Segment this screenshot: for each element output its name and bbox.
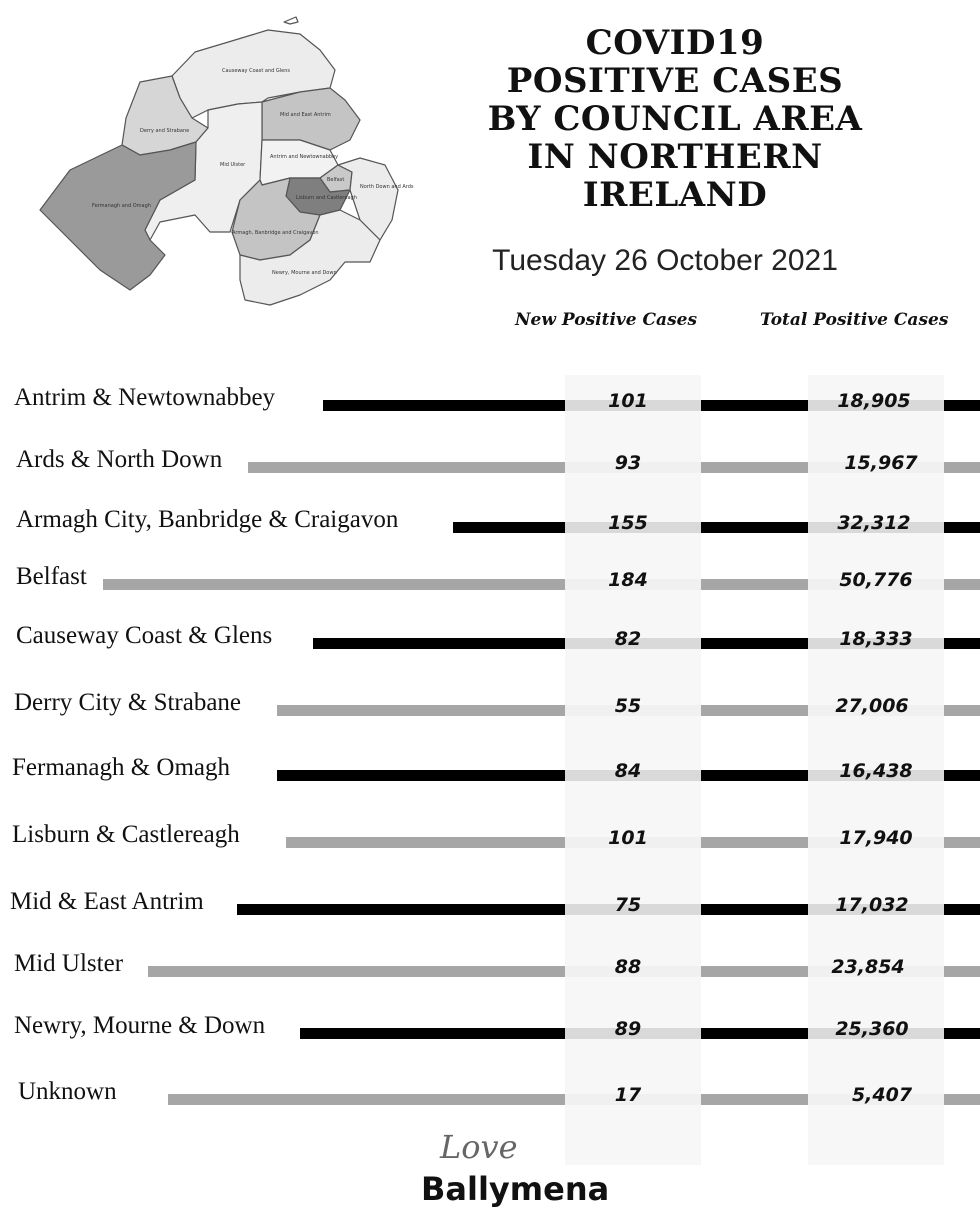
row-bar-left	[453, 522, 565, 533]
table-row	[0, 1072, 980, 1112]
total-cases-value: 17,940	[839, 827, 913, 849]
new-cases-value: 17	[614, 1084, 642, 1106]
council-name: Fermanagh & Omagh	[12, 754, 231, 781]
row-bar-left	[323, 400, 565, 411]
map-label-fermanagh: Fermanagh and Omagh	[92, 203, 151, 209]
row-bar-middle	[701, 400, 808, 411]
row-bar-left	[237, 904, 565, 915]
row-bar-right	[944, 400, 980, 411]
logo-name: Ballymena	[421, 1170, 610, 1208]
new-cases-value: 88	[614, 956, 642, 978]
table-row	[0, 440, 980, 480]
title-line: POSITIVE CASES	[506, 61, 844, 101]
new-cases-value: 84	[614, 760, 642, 782]
love-ballymena-logo	[418, 1128, 618, 1218]
row-bar-middle	[701, 522, 808, 533]
council-name: Antrim & Newtownabbey	[14, 384, 276, 411]
table-row	[0, 1006, 980, 1046]
table-row	[0, 557, 980, 597]
council-name: Causeway Coast & Glens	[16, 622, 273, 649]
row-bar-middle	[701, 705, 808, 716]
row-bar-middle	[701, 770, 808, 781]
row-bar-left	[148, 966, 565, 977]
table-row	[0, 500, 980, 540]
row-bar-right	[944, 462, 980, 473]
council-name: Belfast	[16, 563, 87, 590]
council-name: Mid Ulster	[14, 950, 124, 977]
title-line: IRELAND	[582, 175, 768, 215]
row-bar-right	[944, 1094, 980, 1105]
council-name: Unknown	[18, 1078, 117, 1105]
row-bar-left	[300, 1028, 565, 1039]
total-cases-value: 27,006	[835, 695, 909, 717]
row-bar-right	[944, 966, 980, 977]
total-cases-value: 18,333	[839, 628, 913, 650]
title-line: IN NORTHERN	[527, 137, 823, 177]
row-bar-right	[944, 638, 980, 649]
table-row	[0, 683, 980, 723]
total-cases-value: 15,967	[844, 452, 918, 474]
table-row	[0, 748, 980, 788]
map-label-armagh: Armagh, Banbridge and Craigavon	[232, 230, 319, 236]
council-name: Ards & North Down	[16, 446, 223, 473]
new-cases-header: New Positive Cases	[515, 310, 698, 330]
row-bar-middle	[701, 837, 808, 848]
new-cases-value: 89	[614, 1018, 642, 1040]
row-bar-left	[248, 462, 565, 473]
map-label-lisburn: Lisburn and Castlereagh	[296, 195, 357, 201]
row-bar-middle	[701, 638, 808, 649]
table-row	[0, 378, 980, 418]
row-bar-left	[277, 770, 565, 781]
row-bar-middle	[701, 462, 808, 473]
new-cases-value: 55	[614, 695, 642, 717]
row-bar-right	[944, 522, 980, 533]
map-label-mid-east-antrim: Mid and East Antrim	[280, 112, 331, 118]
total-cases-value: 5,407	[851, 1084, 913, 1106]
total-cases-value: 18,905	[837, 390, 911, 412]
title-line: COVID19	[585, 23, 765, 63]
map-label-causeway: Causeway Coast and Glens	[222, 68, 290, 74]
map-label-belfast: Belfast	[327, 177, 345, 183]
total-cases-value: 17,032	[835, 894, 909, 916]
total-cases-value: 25,360	[835, 1018, 909, 1040]
row-bar-right	[944, 579, 980, 590]
new-cases-value: 93	[614, 452, 642, 474]
row-bar-left	[313, 638, 565, 649]
row-bar-right	[944, 770, 980, 781]
total-cases-value: 23,854	[831, 956, 905, 978]
total-cases-value: 16,438	[839, 760, 913, 782]
title-line: BY COUNCIL AREA	[487, 99, 863, 139]
map-label-derry: Derry and Strabane	[140, 128, 190, 134]
page-title	[460, 24, 890, 214]
map-label-mid-ulster: Mid Ulster	[220, 162, 246, 168]
row-bar-right	[944, 705, 980, 716]
map-label-north-down: North Down and Ards	[360, 184, 414, 190]
council-name: Mid & East Antrim	[10, 888, 204, 915]
row-bar-middle	[701, 579, 808, 590]
row-bar-middle	[701, 966, 808, 977]
new-cases-value: 184	[608, 569, 648, 591]
row-bar-right	[944, 904, 980, 915]
row-bar-left	[103, 579, 565, 590]
row-bar-left	[168, 1094, 565, 1105]
row-bar-right	[944, 1028, 980, 1039]
row-bar-middle	[701, 1028, 808, 1039]
table-row	[0, 616, 980, 656]
logo-script: Love	[440, 1128, 518, 1166]
map-region-rathlin	[284, 17, 298, 24]
row-bar-left	[277, 705, 565, 716]
new-cases-value: 82	[614, 628, 642, 650]
map-label-antrim-newtownabbey: Antrim and Newtownabbey	[270, 154, 339, 160]
council-name: Armagh City, Banbridge & Craigavon	[16, 506, 399, 533]
row-bar-middle	[701, 1094, 808, 1105]
new-cases-value: 75	[614, 894, 642, 916]
row-bar-left	[286, 837, 565, 848]
row-bar-middle	[701, 904, 808, 915]
council-name: Lisburn & Castlereagh	[12, 821, 240, 848]
report-date: Tuesday 26 October 2021	[492, 244, 838, 277]
table-row	[0, 944, 980, 984]
council-name: Newry, Mourne & Down	[14, 1012, 266, 1039]
total-cases-value: 32,312	[837, 512, 911, 534]
table-row	[0, 815, 980, 855]
council-name: Derry City & Strabane	[14, 689, 242, 716]
new-cases-value: 101	[608, 390, 648, 412]
row-bar-right	[944, 837, 980, 848]
total-cases-value: 50,776	[839, 569, 913, 591]
table-row	[0, 882, 980, 922]
map-label-newry: Newry, Mourne and Down	[272, 270, 337, 276]
northern-ireland-map	[0, 0, 420, 320]
total-cases-header: Total Positive Cases	[760, 310, 949, 330]
new-cases-value: 101	[608, 827, 648, 849]
new-cases-value: 155	[608, 512, 648, 534]
